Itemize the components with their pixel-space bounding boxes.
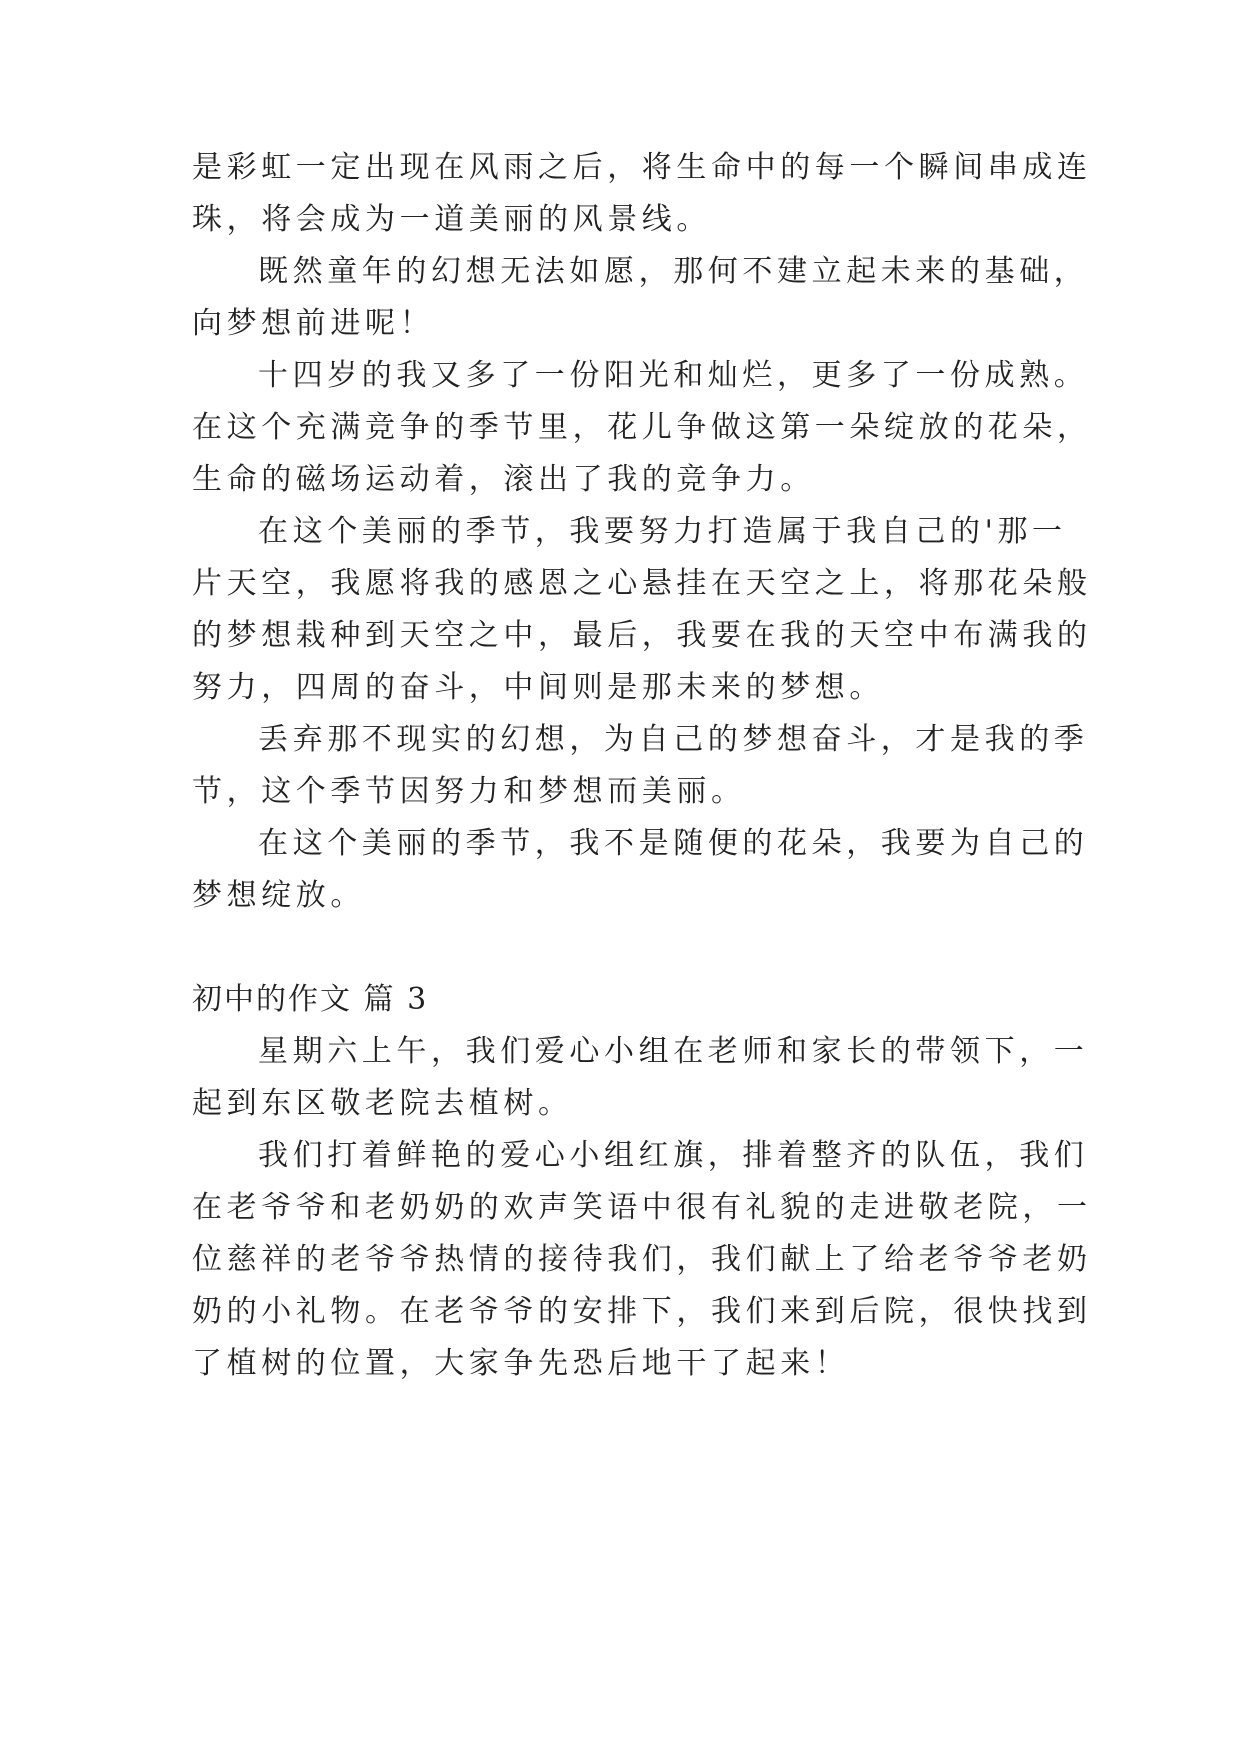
text-line: 珠，将会成为一道美丽的风景线。 — [192, 202, 711, 237]
paragraph-start-line: 既然童年的幻想无法如愿，那何不建立起未来的基础， — [258, 254, 1089, 289]
text-line: 努力，四周的奋斗，中间则是那未来的梦想。 — [192, 670, 884, 705]
text-line: 梦想绽放。 — [192, 878, 365, 913]
text-line: 片天空，我愿将我的感恩之心悬挂在天空之上，将那花朵般 — [192, 566, 1092, 601]
text-line: 位慈祥的老爷爷热情的接待我们，我们献上了给老爷爷老奶 — [192, 1242, 1092, 1277]
paragraph-start-line: 在这个美丽的季节，我要努力打造属于我自己的'那一 — [258, 514, 1067, 549]
text-line: 在老爷爷和老奶奶的欢声笑语中很有礼貌的走进敬老院，一 — [192, 1190, 1092, 1225]
text-line: 生命的磁场运动着，滚出了我的竞争力。 — [192, 462, 815, 497]
paragraph-start-line: 十四岁的我又多了一份阳光和灿烂，更多了一份成熟。 — [258, 358, 1089, 393]
section-heading: 初中的作文 篇 3 — [192, 982, 429, 1017]
text-line: 起到东区敬老院去植树。 — [192, 1086, 573, 1121]
paragraph-start-line: 我们打着鲜艳的爱心小组红旗，排着整齐的队伍，我们 — [258, 1138, 1089, 1173]
text-line: 奶的小礼物。在老爷爷的安排下，我们来到后院，很快找到 — [192, 1294, 1092, 1329]
paragraph-start-line: 星期六上午，我们爱心小组在老师和家长的带领下，一 — [258, 1034, 1089, 1069]
paragraph-start-line: 在这个美丽的季节，我不是随便的花朵，我要为自己的 — [258, 826, 1089, 861]
text-line: 的梦想栽种到天空之中，最后，我要在我的天空中布满我的 — [192, 618, 1092, 653]
text-line: 节，这个季节因努力和梦想而美丽。 — [192, 774, 746, 809]
paragraph-start-line: 丢弃那不现实的幻想，为自己的梦想奋斗，才是我的季 — [258, 722, 1089, 757]
text-line: 向梦想前进呢！ — [192, 306, 435, 341]
text-line: 了植树的位置，大家争先恐后地干了起来！ — [192, 1346, 850, 1381]
text-line: 在这个充满竞争的季节里，花儿争做这第一朵绽放的花朵， — [192, 410, 1092, 445]
text-line: 是彩虹一定出现在风雨之后，将生命中的每一个瞬间串成连 — [192, 150, 1092, 185]
